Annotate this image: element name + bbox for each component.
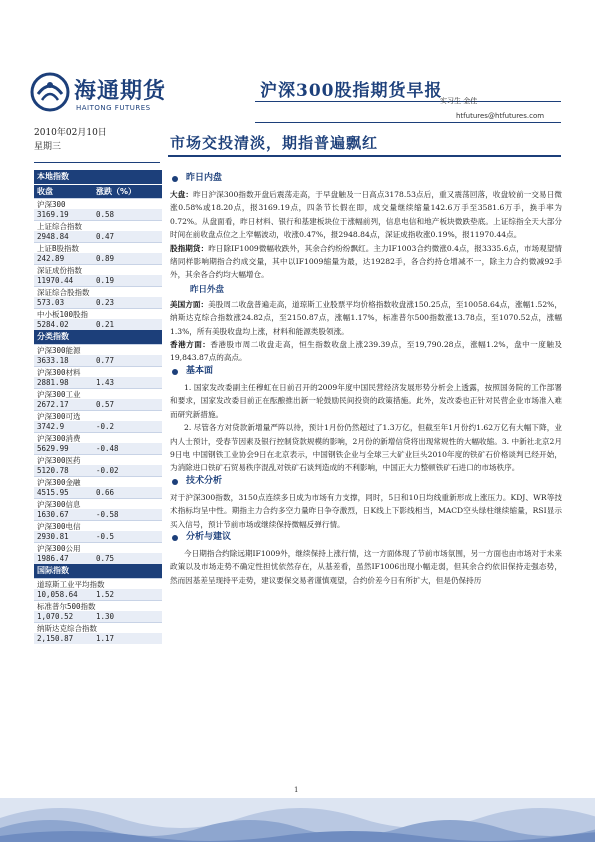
contact-email[interactable]: htfutures@htfutures.com (456, 112, 545, 120)
index-change: 0.89 (96, 254, 115, 263)
analyst-name: 实习生 金佳 (440, 97, 478, 105)
index-values-row (34, 355, 162, 366)
index-close: 3633.18 (37, 356, 69, 365)
section-domestic (170, 172, 562, 186)
page-number: 1 (294, 786, 299, 794)
lead-label: 大盘： (170, 190, 194, 199)
index-name: 沪深300 (34, 198, 162, 209)
index-close: 2930.81 (37, 532, 69, 541)
index-values-row (34, 399, 162, 410)
section-overseas-title: 昨日外盘 (190, 284, 225, 295)
index-close: 3742.9 (37, 422, 65, 431)
index-change: 0.66 (96, 488, 115, 497)
index-name: 沪深300医药 (34, 454, 162, 465)
bullet-icon (172, 369, 178, 375)
index-close: 5120.78 (37, 466, 69, 475)
section-title: 分析与建议 (186, 532, 232, 543)
index-close: 4515.95 (37, 488, 69, 497)
index-name: 深证综合股指数 (34, 286, 162, 297)
bullet-icon (172, 176, 178, 182)
local-index-column-header (34, 184, 162, 198)
local-index-header: 本地指数 (34, 170, 162, 184)
index-change: 0.19 (96, 276, 115, 285)
bullet-icon (172, 479, 178, 485)
index-name: 沪深300可选 (34, 410, 162, 421)
section-technical (170, 475, 562, 489)
index-change: 0.47 (96, 232, 115, 241)
index-values-row (34, 377, 162, 388)
paragraph-text: 香港股市周二收盘走高，恒生指数收盘上涨239.39点，至19,790.28点，涨幅1.2%，盘中一度触及19,843.87点的高点。 (170, 340, 563, 363)
index-name: 上证综合指数 (34, 220, 162, 231)
index-values-row (34, 509, 162, 520)
index-values-row (34, 297, 162, 308)
index-name: 沪深300消费 (34, 432, 162, 443)
index-name: 上证B股指数 (34, 242, 162, 253)
report-weekday: 星期三 (34, 142, 62, 152)
bullet-icon (172, 535, 178, 541)
sector-index-rows (34, 344, 162, 564)
index-values-row (34, 633, 162, 644)
index-name: 深证成份指数 (34, 264, 162, 275)
index-close: 5629.99 (37, 444, 69, 453)
index-name: 沪深300电信 (34, 520, 162, 531)
index-change: -0.58 (96, 510, 119, 519)
report-title: 沪深300股指期货早报 (260, 81, 443, 101)
index-values-row (34, 253, 162, 264)
paragraph-text: 昨日沪深300指数开盘后震荡走高，于早盘触及一日高点3178.53点后，重又震荡回落，收盘较前一交易日微涨0.58%或18.20点，报3169.19点，四条节长假在即，成交量继续缩量142.6万手至3581.6万手，换手率为0.72%。从盘面看，昨日材料、银行和基建板块位于涨幅前列，信息电信和地产板块微跌垫底。上证综指全天大部分时间在前收盘点位之上窄幅波动，收涨0.47%，报2948.84点，深证成指收涨0.19%，报11970.44点。 (170, 190, 562, 240)
company-logo (30, 72, 167, 122)
index-change: -0.2 (96, 422, 115, 431)
index-name: 道琼斯工业平均指数 (34, 578, 162, 589)
section-advice (170, 531, 562, 545)
index-change: 0.58 (96, 210, 115, 219)
index-close: 1986.47 (37, 554, 69, 563)
index-name: 沪深300金融 (34, 476, 162, 487)
logo-chinese-name: 海通期货 (74, 78, 167, 104)
index-close: 242.89 (37, 254, 65, 263)
index-change: 1.43 (96, 378, 115, 387)
section-title: 昨日内盘 (186, 173, 223, 184)
section-title: 基本面 (186, 366, 214, 377)
index-values-row (34, 589, 162, 600)
index-values-row (34, 531, 162, 542)
main-content (170, 172, 562, 587)
index-change: 0.23 (96, 298, 115, 307)
index-name: 中小板100股指 (34, 308, 162, 319)
index-values-row (34, 231, 162, 242)
headline: 市场交投清淡，期指普遍飘红 (170, 134, 379, 152)
index-change: 0.57 (96, 400, 115, 409)
index-close: 1,070.52 (37, 612, 74, 621)
index-close: 5284.02 (37, 320, 69, 329)
report-date: 2010年02月10日 (34, 128, 107, 138)
section-fundamentals (170, 365, 562, 379)
paragraph-text: 美股周二收盘普遍走高，道琼斯工业股票平均价格指数收盘涨150.25点，至10058.64点，涨幅1.52%，纳斯达克综合指数涨24.82点，至2150.87点，涨幅1.17%，标准普尔500指数涨13.78点，至1070.52点，涨幅1.3%，所有美股收盘均上涨，材料和能源类股领涨。 (170, 299, 562, 336)
index-change: -0.5 (96, 532, 115, 541)
index-close: 3169.19 (37, 210, 69, 219)
paragraph-market (170, 188, 562, 242)
index-change: 1.30 (96, 612, 115, 621)
paragraph-us (170, 298, 562, 338)
index-close: 2948.84 (37, 232, 69, 241)
intl-index-rows (34, 578, 162, 644)
lead-label: 美国方面： (170, 299, 209, 309)
lead-label: 股指期货： (170, 243, 209, 253)
index-close: 2881.98 (37, 378, 69, 387)
index-name: 沪深300信息 (34, 498, 162, 509)
sector-index-header: 分类指数 (34, 330, 162, 344)
index-name: 沪深300能源 (34, 344, 162, 355)
index-name: 沪深300工业 (34, 388, 162, 399)
index-close: 11970.44 (37, 276, 74, 285)
index-change: 0.75 (96, 554, 115, 563)
index-name: 标准普尔500指数 (34, 600, 162, 611)
index-values-row (34, 443, 162, 454)
index-values-row (34, 275, 162, 286)
intl-index-header: 国际指数 (34, 564, 162, 578)
paragraph-hk (170, 338, 562, 365)
index-name: 沪深300材料 (34, 366, 162, 377)
paragraph-futures (170, 242, 562, 282)
paragraph-fund-2: 2. 尽管各方对贷款新增量严阵以待，预计1月份仍然超过了1.3万亿，但截至年1月份约1.62万亿有大幅下降，业内人士预计，受春节因素及银行控制贷款规模的影响，2月份的新增信贷将出现常规性的大幅收缩。3. 中新社北京2月9日电 中国钢铁工业协会9日在北京表示，中国钢铁企业与全球三大矿业巨头2010年度的铁矿石价格谈判已经开始，为消除进口铁矿石贸易秩序混乱对铁矿石谈判造成的不利影响，中国正大力整顿铁矿石进口的市场秩序。 (170, 423, 562, 473)
footer-wave-pattern (0, 798, 595, 842)
paragraph-fund-1: 1. 国家发改委副主任穆虹在日前召开的2009年度中国民营经济发展形势分析会上透露，按照国务院的工作部署和要求，国家发改委目前正在酝酿推出新一轮鼓励民间投资的政策措施。此外，发改委也正针对民营企业市场准入难而研究新措施。 (170, 382, 562, 419)
email-divider (255, 122, 561, 123)
date-block (34, 126, 160, 160)
index-change: -0.48 (96, 444, 119, 453)
index-values-row (34, 465, 162, 476)
headline-divider (168, 155, 561, 157)
index-values-row (34, 611, 162, 622)
index-change: 1.52 (96, 590, 115, 599)
index-name: 沪深300公用 (34, 542, 162, 553)
index-change: -0.02 (96, 466, 119, 475)
index-values-row (34, 553, 162, 564)
index-values-row (34, 421, 162, 432)
date-divider (34, 162, 160, 163)
local-index-rows (34, 198, 162, 330)
header-divider (255, 101, 561, 102)
index-change: 0.77 (96, 356, 115, 365)
index-close: 573.03 (37, 298, 65, 307)
section-title: 技术分析 (186, 476, 223, 487)
column-change: 涨跌（%） (96, 187, 137, 196)
index-values-row (34, 487, 162, 498)
index-close: 10,058.64 (37, 590, 78, 599)
index-sidebar (34, 170, 162, 644)
paragraph-technical: 对于沪深300指数，3150点连续多日成为市场有力支撑，同时，5日和10日均线重新形成上涨压力。KDJ、WR等技术指标均呈中性。期指主力合约多空力量昨日争夺激烈，日K线上下影线相当，MACD空头绿柱继续缩量，RSI显示买入信号，预计节前市场或继续保持微幅反弹行情。 (170, 492, 562, 529)
lead-label: 香港方面： (170, 340, 211, 350)
haitong-emblem-icon (30, 72, 70, 112)
index-change: 0.21 (96, 320, 115, 329)
index-change: 1.17 (96, 634, 115, 643)
index-close: 1630.67 (37, 510, 69, 519)
index-close: 2672.17 (37, 400, 69, 409)
index-close: 2,150.87 (37, 634, 74, 643)
index-values-row (34, 209, 162, 220)
paragraph-text: 昨日除IF1009微幅收跌外，其余合约纷纷飘红。主力IF1003合约微涨0.4点，报3335.6点，市场观望情绪同样影响期指合约成交量，其中以IF1009缩量为最，达19282手，各合约持仓增减不一，除主力合约微减92手外，其余各合约均大幅增仓。 (170, 243, 562, 280)
column-close: 收盘 (37, 187, 53, 196)
logo-english-name: HAITONG FUTURES (76, 104, 151, 112)
index-values-row (34, 319, 162, 330)
index-name: 纳斯达克综合指数 (34, 622, 162, 633)
paragraph-advice: 今日期指合约除远期IF1009外，继续保持上涨行情，这一方面体现了节前市场氛围，另一方面也由市场对于未来政策以及市场走势不确定性担忧依然存在，从基差看，虽然IF1006出现小幅走弱，但其余合约依旧保持走强态势，然而因基差呈现持平走势，建议要保交易者谨慎观望，合约价差今日有所扩大，但是仍保持历 (170, 548, 562, 585)
